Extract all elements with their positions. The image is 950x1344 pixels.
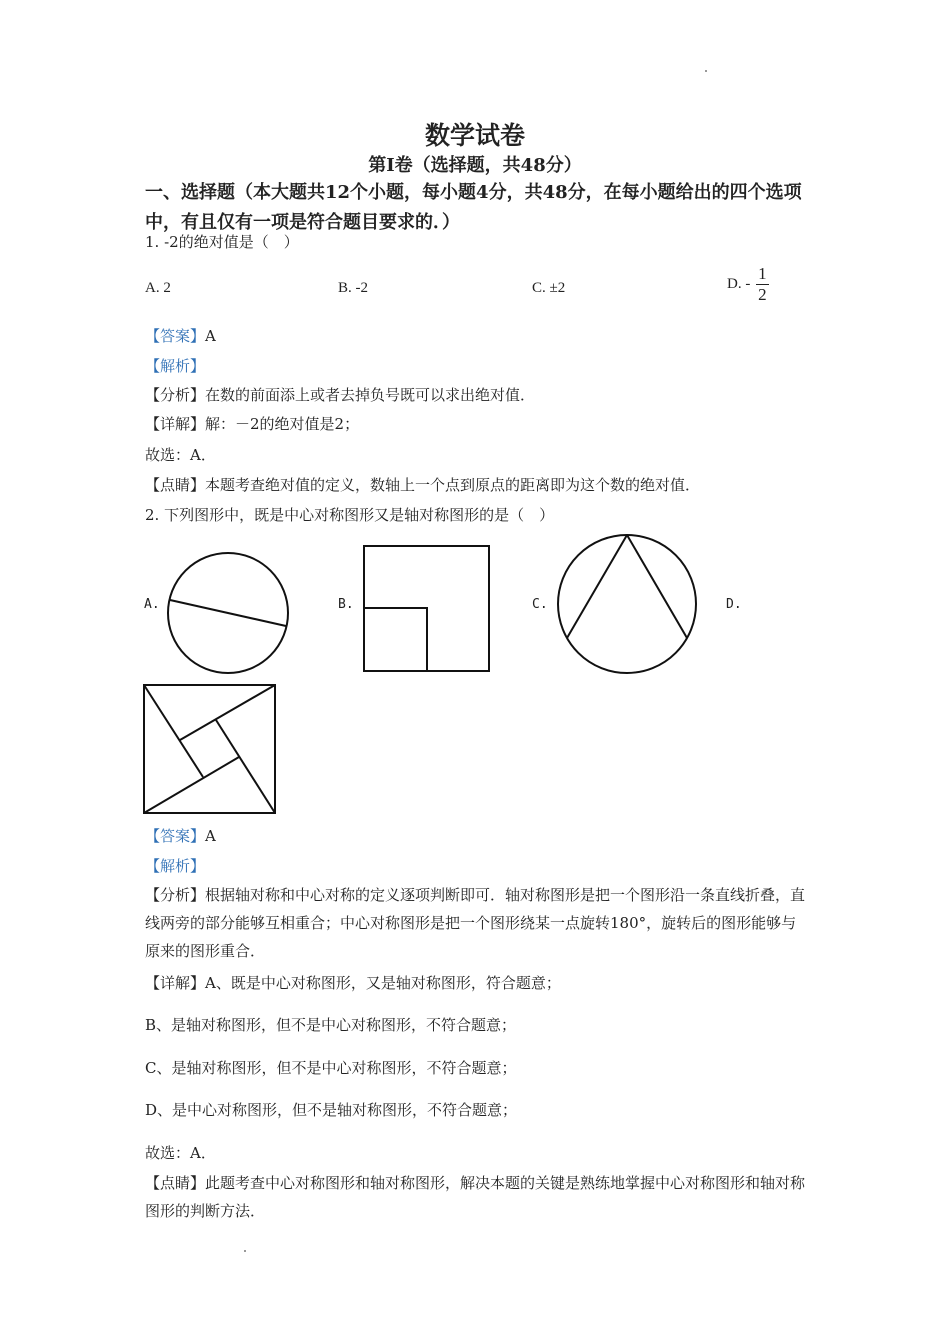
page-title: 数学试卷 (424, 121, 525, 150)
q1-option-d-fraction (756, 264, 769, 305)
page-subtitle: 第Ⅰ卷（选择题，共48分） (368, 155, 582, 176)
q1-answer (145, 326, 216, 346)
figure-b-nested-squares (363, 545, 491, 673)
fraction-numerator: 1 (758, 264, 767, 283)
q1-option-d (727, 264, 769, 305)
q1-option-d-prefix: D. - (727, 276, 751, 292)
outer-square (144, 685, 275, 813)
q2-analysis-tag: 【解析】 (145, 857, 206, 875)
answer-value: A (205, 327, 216, 345)
footer-dot (244, 1250, 246, 1252)
figure-d-pinwheel-square (143, 684, 277, 816)
q1-option-c: C. ±2 (532, 280, 566, 296)
inner-square (364, 608, 427, 671)
q1-option-b: B. -2 (338, 280, 368, 296)
figure-c-circle-triangle (556, 533, 698, 675)
q2-b-line: B、是轴对称图形，但不是中心对称图形，不符合题意； (145, 1016, 517, 1034)
q1-xiangjie: 【详解】解：－2的绝对值是2； (145, 415, 360, 433)
q1-dianjing: 【点睛】本题考查绝对值的定义，数轴上一个点到原点的距离即为这个数的绝对值． (145, 476, 701, 494)
q2-fenxi: 【分析】根据轴对称和中心对称的定义逐项判断即可．轴对称图形是把一个图形沿一条直线折叠，直线两旁的部分能够互相重合；中心对称图形是把一个图形绕某一点旋转180°，旋转后的图形能够与原来的图形重合． (145, 886, 806, 960)
fig-label-a: A. (144, 597, 160, 612)
q1-stem: 1. -2的绝对值是（ ） (145, 233, 299, 251)
header-dot (705, 70, 707, 72)
circle-outline (558, 535, 696, 673)
pinwheel-line-4 (144, 757, 239, 813)
q2-dianjing: 【点睛】此题考查中心对称图形和轴对称图形，解决本题的关键是熟练地掌握中心对称图形和轴对称图形的判断方法． (145, 1174, 806, 1220)
q2-guxuan: 故选：A． (145, 1144, 216, 1162)
section-heading: 一、选择题（本大题共12个小题，每小题4分，共48分，在每小题给出的四个选项中，有且仅有一项是符合题目要求的．） (145, 182, 802, 233)
fig-label-d: D. (726, 597, 742, 612)
fig-label-b: B. (338, 597, 354, 612)
chord-line (170, 600, 286, 626)
q2-xiangjie: 【详解】A、既是中心对称图形，又是轴对称图形，符合题意； (145, 974, 561, 992)
q2-d-line: D、是中心对称图形，但不是轴对称图形，不符合题意； (145, 1101, 518, 1119)
q1-fenxi: 【分析】在数的前面添上或者去掉负号既可以求出绝对值． (145, 386, 536, 404)
q1-option-a: A. 2 (145, 280, 171, 296)
answer-value: A (205, 827, 216, 845)
figure-a-circle-chord (165, 551, 291, 675)
q1-analysis-tag: 【解析】 (145, 357, 206, 375)
triangle-side-left (567, 535, 627, 638)
pinwheel-line-2 (180, 685, 275, 740)
answer-tag: 【答案】 (145, 327, 206, 345)
fraction-denominator: 2 (758, 285, 767, 304)
triangle-side-right (627, 535, 687, 638)
q2-stem: 2. 下列图形中，既是中心对称图形又是轴对称图形的是（ ） (145, 506, 555, 524)
q2-c-line: C、是轴对称图形，但不是中心对称图形，不符合题意； (145, 1059, 517, 1077)
q2-answer (145, 826, 216, 846)
answer-tag: 【答案】 (145, 827, 206, 845)
fig-label-c: C. (532, 597, 548, 612)
q1-guxuan: 故选：A． (145, 446, 216, 464)
